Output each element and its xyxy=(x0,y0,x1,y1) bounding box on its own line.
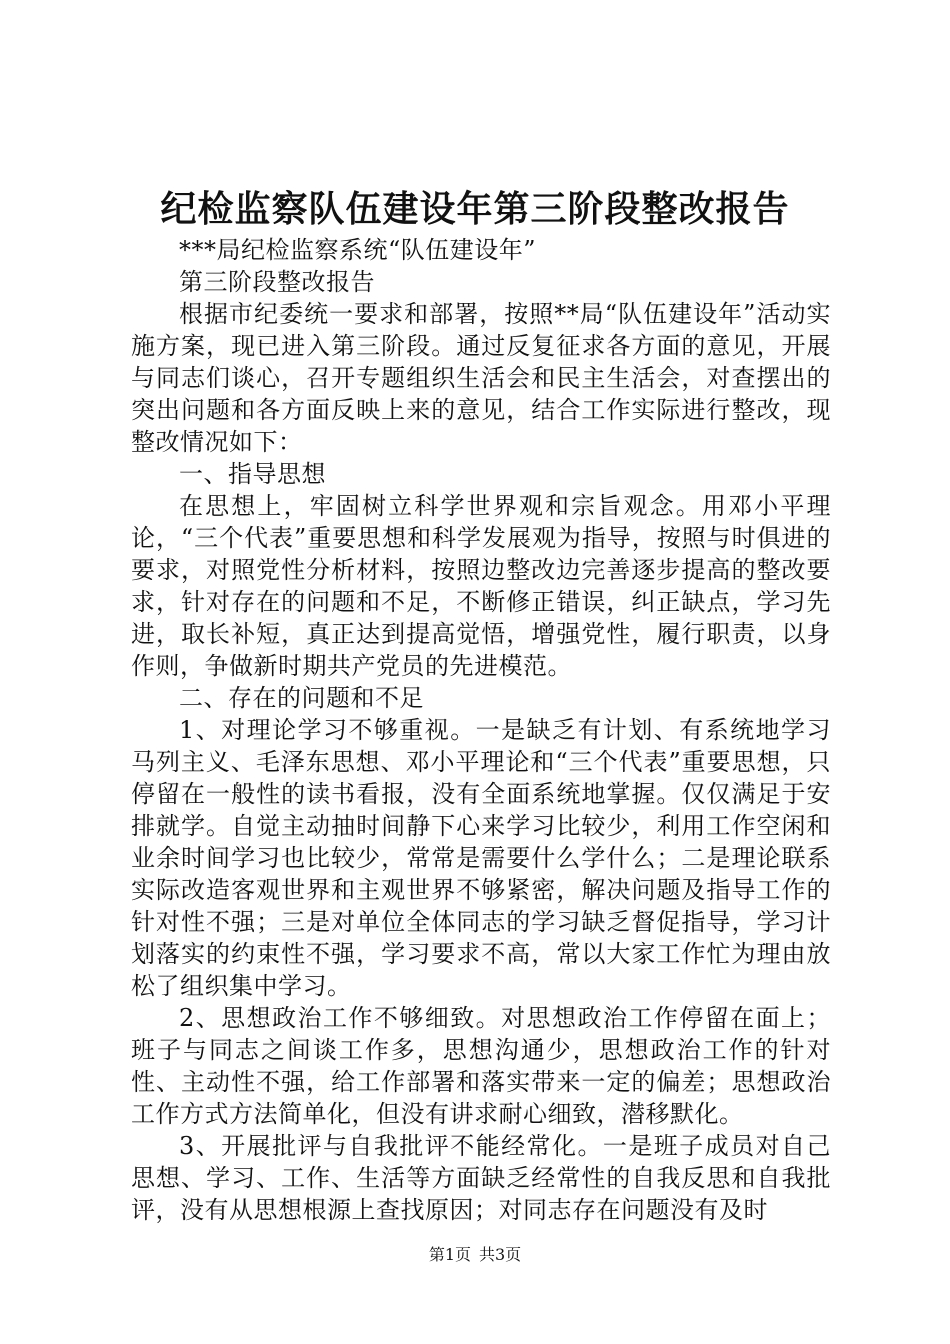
page-footer xyxy=(0,1243,950,1267)
section-heading-problems: 二、存在的问题和不足 xyxy=(179,684,424,712)
page-total: 共3页 xyxy=(479,1245,522,1264)
document-body xyxy=(131,234,831,1226)
paragraph-guiding-thought: 在思想上，牢固树立科学世界观和宗旨观念。用邓小平理论，“三个代表”重要思想和科学发展观为指导，按照与时俱进的要求，对照党性分析材料，按照边整改边完善逐步提高的整改要求，针对存在的问题和不足，不断修正错误，纠正缺点，学习先进，取长补短，真正达到提高觉悟，增强党性，履行职责，以身作则，争做新时期共产党员的先进模范。 xyxy=(131,492,831,680)
paragraph-subtitle-line1: ***局纪检监察系统“队伍建设年” xyxy=(179,236,537,264)
paragraph-intro: 根据市纪委统一要求和部署，按照**局“队伍建设年”活动实施方案，现已进入第三阶段。通过反复征求各方面的意见，开展与同志们谈心，召开专题组织生活会和民主生活会，对查摆出的突出问题和各方面反映上来的意见，结合工作实际进行整改，现整改情况如下： xyxy=(131,300,831,456)
section-heading-guiding-thought: 一、指导思想 xyxy=(179,460,326,488)
page-number: 第1页 xyxy=(428,1245,471,1264)
paragraph-problem-2: 2、思想政治工作不够细致。对思想政治工作停留在面上；班子与同志之间谈工作多，思想沟通少，思想政治工作的针对性、主动性不强，给工作部署和落实带来一定的偏差；思想政治工作方式方法简单化，但没有讲求耐心细致，潜移默化。 xyxy=(131,1004,831,1128)
page-title: 纪检监察队伍建设年第三阶段整改报告 xyxy=(160,188,790,230)
paragraph-problem-1: 1、对理论学习不够重视。一是缺乏有计划、有系统地学习马列主义、毛泽东思想、邓小平理论和“三个代表”重要思想，只停留在一般性的读书看报，没有全面系统地掌握。仅仅满足于安排就学。自觉主动抽时间静下心来学习比较少，利用工作空闲和业余时间学习也比较少，常常是需要什么学什么；二是理论联系实际改造客观世界和主观世界不够紧密，解决问题及指导工作的针对性不强；三是对单位全体同志的学习缺乏督促指导，学习计划落实的约束性不强，学习要求不高，常以大家工作忙为理由放松了组织集中学习。 xyxy=(131,716,831,1000)
paragraph-subtitle-line2: 第三阶段整改报告 xyxy=(179,268,375,296)
paragraph-problem-3: 3、开展批评与自我批评不能经常化。一是班子成员对自己思想、学习、工作、生活等方面缺乏经常性的自我反思和自我批评，没有从思想根源上查找原因；对同志存在问题没有及时 xyxy=(131,1132,831,1224)
